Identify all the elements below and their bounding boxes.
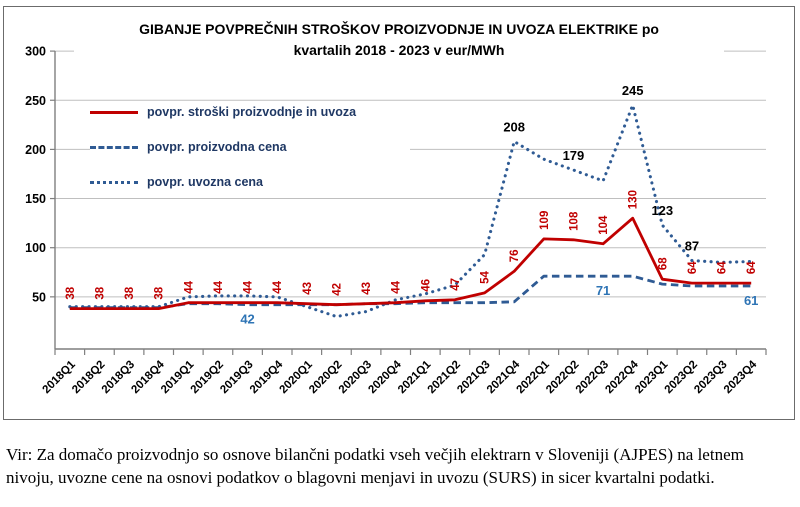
x-tick-label: 2018Q3 bbox=[99, 358, 138, 397]
point-label-rotated: 68 bbox=[657, 257, 670, 271]
x-tick-label: 2023Q4 bbox=[721, 358, 760, 397]
chart-plot-area bbox=[4, 7, 794, 417]
point-label: 61 bbox=[743, 293, 759, 309]
x-tick-label: 2019Q4 bbox=[247, 358, 286, 397]
point-label-rotated: 109 bbox=[538, 210, 551, 230]
point-label: 123 bbox=[651, 203, 674, 219]
point-label-rotated: 43 bbox=[361, 281, 374, 295]
x-tick-label: 2021Q2 bbox=[425, 358, 464, 397]
x-tick-label: 2018Q1 bbox=[40, 358, 78, 397]
source-note: Vir: Za domačo proizvodnjo so osnove bilančni podatki vseh večjih elektrarn v Sloveniji (AJPES) na letnem nivoju, uvozne cene na osnovi podatkov o blagovni menjavi in uvozu (SURS) in sicer kvartalni podatki. bbox=[6, 445, 744, 487]
point-label: 87 bbox=[684, 238, 700, 254]
legend-item-stroski bbox=[90, 103, 410, 121]
x-tick-label: 2023Q1 bbox=[633, 358, 671, 397]
point-label-rotated: 130 bbox=[627, 190, 640, 210]
x-tick-label: 2020Q3 bbox=[336, 358, 375, 397]
x-tick-label: 2023Q3 bbox=[692, 358, 730, 397]
x-tick-label: 2021Q1 bbox=[396, 358, 434, 397]
x-tick-label: 2022Q4 bbox=[603, 358, 641, 397]
point-label-rotated: 44 bbox=[242, 280, 255, 294]
point-label-rotated: 38 bbox=[64, 286, 77, 300]
point-label-rotated: 44 bbox=[272, 280, 285, 294]
x-tick-label: 2019Q2 bbox=[188, 358, 227, 397]
solid-red-line-icon bbox=[90, 111, 138, 114]
point-label-rotated: 38 bbox=[124, 286, 137, 300]
legend-label: povpr. uvozna cena bbox=[147, 175, 264, 189]
x-tick-label: 2018Q4 bbox=[129, 358, 167, 397]
point-label-rotated: 43 bbox=[301, 281, 314, 295]
legend-label: povpr. proizvodna cena bbox=[147, 140, 287, 154]
series-line-solid bbox=[70, 218, 751, 308]
x-tick-label: 2019Q3 bbox=[218, 358, 256, 397]
dashed-blue-line-icon bbox=[90, 146, 138, 149]
x-tick-label: 2018Q2 bbox=[70, 358, 108, 397]
y-tick-label: 250 bbox=[25, 93, 46, 108]
point-label-rotated: 64 bbox=[746, 261, 759, 275]
y-tick-label: 100 bbox=[25, 241, 46, 256]
point-label-rotated: 64 bbox=[716, 261, 729, 275]
point-label-rotated: 47 bbox=[449, 278, 462, 291]
point-label-rotated: 76 bbox=[509, 249, 522, 263]
point-label-rotated: 64 bbox=[686, 261, 699, 275]
x-tick-label: 2019Q1 bbox=[159, 358, 197, 397]
chart-title bbox=[74, 19, 724, 61]
chart-legend bbox=[90, 101, 410, 193]
point-label-rotated: 44 bbox=[390, 280, 403, 294]
chart-title-line1: GIBANJE POVPREČNIH STROŠKOV PROIZVODNJE IN UVOZA ELEKTRIKE po bbox=[139, 21, 659, 37]
point-label-rotated: 44 bbox=[212, 280, 225, 294]
point-label-rotated: 38 bbox=[94, 286, 107, 300]
x-tick-label: 2021Q4 bbox=[484, 358, 523, 397]
y-tick-label: 300 bbox=[25, 44, 46, 59]
point-label-rotated: 104 bbox=[598, 215, 611, 235]
point-label-rotated: 42 bbox=[331, 282, 344, 296]
chart-figure bbox=[3, 6, 795, 420]
y-tick-label: 150 bbox=[25, 192, 46, 207]
point-label-rotated: 38 bbox=[153, 286, 166, 300]
point-label: 208 bbox=[503, 119, 526, 135]
point-label: 71 bbox=[595, 283, 611, 299]
y-tick-label: 200 bbox=[25, 142, 46, 157]
legend-label: povpr. stroški proizvodnje in uvoza bbox=[147, 105, 357, 119]
x-tick-label: 2023Q2 bbox=[662, 358, 701, 397]
dotted-blue-line-icon bbox=[90, 181, 138, 184]
legend-item-proizvodna-cena bbox=[90, 138, 410, 156]
legend-item-uvozna-cena bbox=[90, 173, 410, 191]
point-label-rotated: 46 bbox=[420, 278, 433, 292]
x-tick-label: 2021Q3 bbox=[455, 358, 493, 397]
point-label: 245 bbox=[621, 83, 644, 99]
point-label-rotated: 108 bbox=[568, 211, 581, 231]
point-label-rotated: 54 bbox=[479, 271, 492, 284]
x-tick-label: 2020Q4 bbox=[366, 358, 404, 397]
point-label: 42 bbox=[240, 311, 255, 327]
x-tick-label: 2020Q1 bbox=[277, 358, 315, 397]
x-tick-label: 2022Q3 bbox=[573, 358, 612, 397]
x-tick-label: 2020Q2 bbox=[307, 358, 345, 397]
x-tick-label: 2022Q2 bbox=[544, 358, 582, 397]
x-tick-label: 2022Q1 bbox=[514, 358, 552, 397]
point-label-rotated: 44 bbox=[183, 280, 196, 294]
y-tick-label: 50 bbox=[32, 290, 46, 305]
point-label: 179 bbox=[562, 148, 585, 164]
chart-title-line2: kvartalih 2018 - 2023 v eur/MWh bbox=[293, 42, 505, 58]
